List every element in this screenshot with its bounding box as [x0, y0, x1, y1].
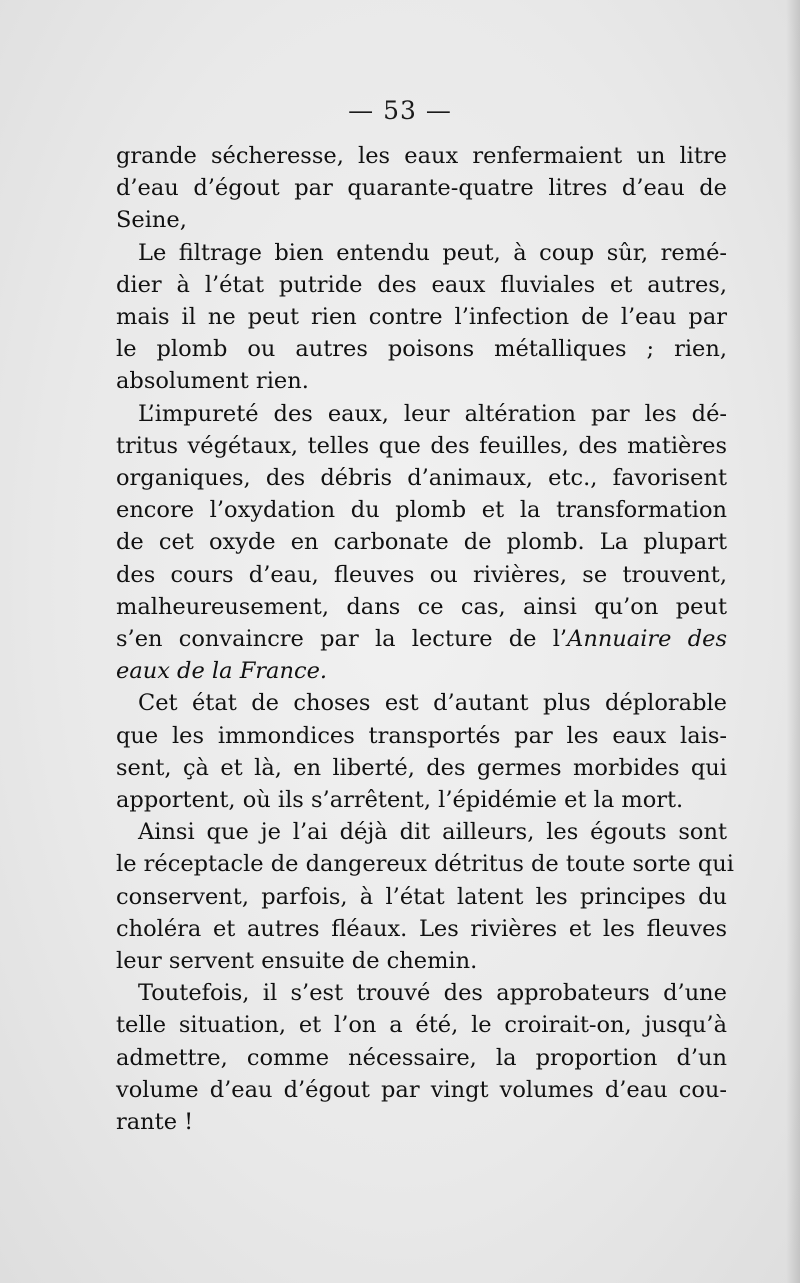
text-line-content: Seine,	[116, 207, 187, 234]
text-line	[116, 720, 727, 752]
text-line-content: grande sécheresse, les eaux renfermaient un litre	[116, 143, 727, 169]
text-line-content: Toutefois, il s’est trouvé des approbateurs d’une	[138, 980, 727, 1007]
text-line-content: conservent, parfois, à l’état latent les principes du	[116, 883, 727, 910]
text-line-content: Cet état de choses est d’autant plus déplorable	[138, 690, 727, 717]
text-line-content: malheureusement, dans ce cas, ainsi qu’on peut	[116, 593, 727, 620]
text-line-content: absolument rien.	[116, 368, 309, 395]
text-line-content: sent, çà et là, en liberté, des germes morbides qui	[116, 754, 727, 781]
text-line	[116, 655, 727, 687]
text-line-content: telle situation, et l’on a été, le croirait-on, jusqu’à	[116, 1012, 727, 1039]
text-line	[116, 816, 727, 848]
text-line-content: leur servent ensuite de chemin.	[116, 948, 478, 975]
italic-title: Annuaire des	[567, 626, 727, 653]
text-line-content: tritus végétaux, telles que des feuilles, des matières	[116, 432, 727, 459]
text-line	[116, 1042, 727, 1074]
text-line	[116, 140, 727, 172]
text-line	[116, 784, 727, 816]
text-line-content: apportent, où ils s’arrêtent, l’épidémie et la mort.	[116, 787, 684, 814]
text-line	[116, 977, 727, 1009]
text-line	[116, 752, 727, 784]
text-line-content: organiques, des débris d’animaux, etc., favorisent	[116, 465, 727, 492]
text-line-content: rante !	[116, 1109, 194, 1136]
text-line	[116, 237, 727, 269]
text-line	[116, 494, 727, 526]
text-line	[116, 945, 727, 977]
text-line	[116, 430, 727, 462]
text-line-content: le réceptacle de dangereux détritus de toute sorte qui	[116, 851, 734, 878]
text-line	[116, 623, 727, 655]
text-line	[116, 1106, 727, 1138]
text-line-content: s’en convaincre par la lecture de l’	[116, 626, 568, 653]
text-line-content: dier à l’état putride des eaux fluviales et autres,	[116, 271, 727, 298]
text-line-content: volume d’eau d’égout par vingt volumes d’eau cou-	[116, 1076, 727, 1103]
text-line-content: L’impureté des eaux, leur altération par les dé-	[138, 400, 727, 427]
italic-title: eaux de la France.	[116, 658, 328, 685]
text-line	[116, 559, 727, 591]
text-line-content: d’eau d’égout par quarante-quatre litres d’eau de	[116, 175, 727, 202]
page-number: — 53 —	[348, 96, 452, 125]
text-line-content: choléra et autres fléaux. Les rivières et les fleuves	[116, 915, 727, 942]
text-line	[116, 848, 734, 880]
page-edge-shadow	[786, 0, 800, 1283]
text-line	[116, 687, 727, 719]
text-line	[116, 1074, 727, 1106]
text-line-content: mais il ne peut rien contre l’infection de l’eau par	[116, 304, 727, 331]
body-text	[116, 140, 734, 1138]
text-line	[116, 1009, 727, 1041]
text-line	[116, 172, 727, 204]
text-line	[116, 365, 727, 397]
text-line-content: que les immondices transportés par les eaux lais-	[116, 722, 727, 749]
text-line-content: encore l’oxydation du plomb et la transformation	[116, 497, 727, 524]
text-line-content: Le filtrage bien entendu peut, à coup sûr, remé-	[138, 239, 727, 266]
text-line-content: le plomb ou autres poisons métalliques ; rien,	[116, 336, 727, 363]
text-line	[116, 591, 727, 623]
text-line-content: Ainsi que je l’ai déjà dit ailleurs, les égouts sont	[138, 819, 727, 846]
text-line-content: admettre, comme nécessaire, la proportion d’un	[116, 1044, 727, 1071]
text-line	[116, 881, 727, 913]
text-line	[116, 269, 727, 301]
text-line	[116, 398, 727, 430]
text-line	[116, 333, 727, 365]
text-line	[116, 204, 727, 236]
text-line	[116, 913, 727, 945]
text-line-content: des cours d’eau, fleuves ou rivières, se trouvent,	[116, 561, 727, 588]
text-line-content: de cet oxyde en carbonate de plomb. La plupart	[116, 529, 727, 556]
text-line	[116, 462, 727, 494]
text-line	[116, 526, 727, 558]
text-line	[116, 301, 727, 333]
